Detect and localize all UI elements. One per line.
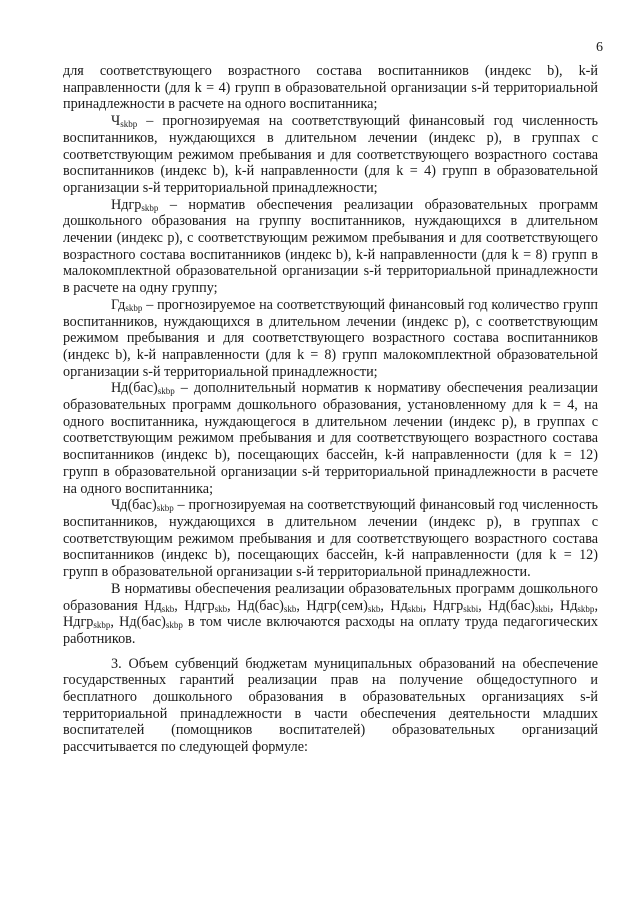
- text-run: , Ндгр: [422, 597, 464, 614]
- text-run: В нормативы обеспечения реализации образовательных программ дошкольного образования Нд: [63, 580, 598, 614]
- text-run: – норматив обеспечения реализации образовательных программ дошкольного образования на группу воспитанников, нуждающихся в длительном лечении (индекс p), с соответствующим режимом пребывания и для соответствующего возрастного состава воспитанников (индекс b), k-й направленности (для k = 8) групп в малокомплектной образовательной организации s-й территориальной принадлежности в расчете на одну группу;: [63, 196, 598, 297]
- index-subscript: skbp: [120, 119, 138, 130]
- text-run: Чд(бас): [111, 497, 157, 514]
- paragraph: [63, 581, 598, 648]
- text-run: , Нд(бас): [478, 597, 535, 614]
- text-run: , Нд: [380, 597, 408, 614]
- text-run: , Ндгр(сем): [296, 597, 368, 614]
- index-subscript: skb: [367, 603, 381, 614]
- text-run: Ндгр: [111, 196, 142, 213]
- index-subscript: skb: [214, 603, 228, 614]
- text-run: – прогнозируемая на соответствующий финансовый год численность воспитанников, нуждающихся в длительном лечении (индекс p), в группах с соответствующим режимом пребывания и для соответствующего возрастного состава воспитанников (индекс b), посещающих бассейн, k-й направленности (для k = 12) групп в образовательной организации s-й территориальной принадлежности.: [63, 497, 598, 581]
- index-subscript: skbi: [407, 603, 423, 614]
- index-subscript: skbi: [463, 603, 479, 614]
- index-subscript: skb: [283, 603, 297, 614]
- index-subscript: skbp: [577, 603, 595, 614]
- text-run: для соответствующего возрастного состава воспитанников (индекс b), k-й направленности (для k = 4) групп в образовательной организации s-й территориальной принадлежности в расчете на одного воспитанника;: [63, 63, 598, 113]
- paragraph: [63, 113, 598, 197]
- page-number: 6: [596, 40, 603, 55]
- text-run: – прогнозируемое на соответствующий финансовый год количество групп воспитанников, нуждающихся в длительном лечении (индекс p), с соответствующим режимом пребывания и для соответствующего возрастного состава воспитанников (индекс b), k-й направленности (для k = 8) групп малокомплектной образовательной организации s-й территориальной принадлежности;: [63, 296, 598, 380]
- text-run: в том числе включаются расходы на оплату труда педагогических работников.: [63, 614, 598, 647]
- index-subscript: skbp: [125, 302, 143, 313]
- index-subscript: skbp: [141, 202, 159, 213]
- index-subscript: skbi: [534, 603, 550, 614]
- index-subscript: skbp: [157, 386, 175, 397]
- paragraph: [63, 380, 598, 497]
- text-run: Ч: [111, 113, 121, 130]
- paragraph: [63, 297, 598, 381]
- index-subscript: skbp: [165, 620, 183, 631]
- text-run: – дополнительный норматив к нормативу обеспечения реализации образовательных программ дошкольного образования, установленному для k = 4, на одного воспитанника, нуждающегося в длительном лечении (индекс p), в группах с соответствующим режимом пребывания и для соответствующего возрастного состава воспитанников (индекс b), посещающих бассейн, k-й направленности (для k = 12) групп в образовательной организации s-й территориальной принадлежности в расчете на одного воспитанника;: [63, 380, 598, 497]
- text-run: , Нд(бас): [110, 614, 166, 631]
- index-subscript: skbp: [156, 503, 174, 514]
- index-subscript: skbp: [93, 620, 111, 631]
- text-run: , Нд: [549, 597, 578, 614]
- text-run: Гд: [111, 296, 126, 313]
- text-run: , Ндгр: [63, 597, 598, 631]
- index-subscript: skb: [161, 603, 175, 614]
- text-run: , Ндгр: [174, 597, 215, 614]
- text-run: Нд(бас): [111, 380, 158, 397]
- paragraph: [63, 197, 598, 297]
- text-run: , Нд(бас): [227, 597, 284, 614]
- document-body: [63, 63, 598, 756]
- text-run: – прогнозируемая на соответствующий финансовый год численность воспитанников, нуждающихся в длительном лечении (индекс p), в группах с соответствующим режимом пребывания и для соответствующего возрастного состава воспитанников (индекс b), k-й направленности (для k = 4) групп в образовательной организации s-й территориальной принадлежности;: [63, 113, 598, 196]
- paragraph: [63, 656, 598, 756]
- paragraph: [63, 497, 598, 581]
- text-run: 3. Объем субвенций бюджетам муниципальных образований на обеспечение государственных гарантий реализации прав на получение общедоступного и бесплатного дошкольного образования в образовательных организациях s-й территориальной принадлежности в части обеспечения деятельности младших воспитателей (помощников воспитателей) образовательных организаций рассчитывается по следующей формуле:: [63, 655, 598, 756]
- paragraph: [63, 63, 598, 113]
